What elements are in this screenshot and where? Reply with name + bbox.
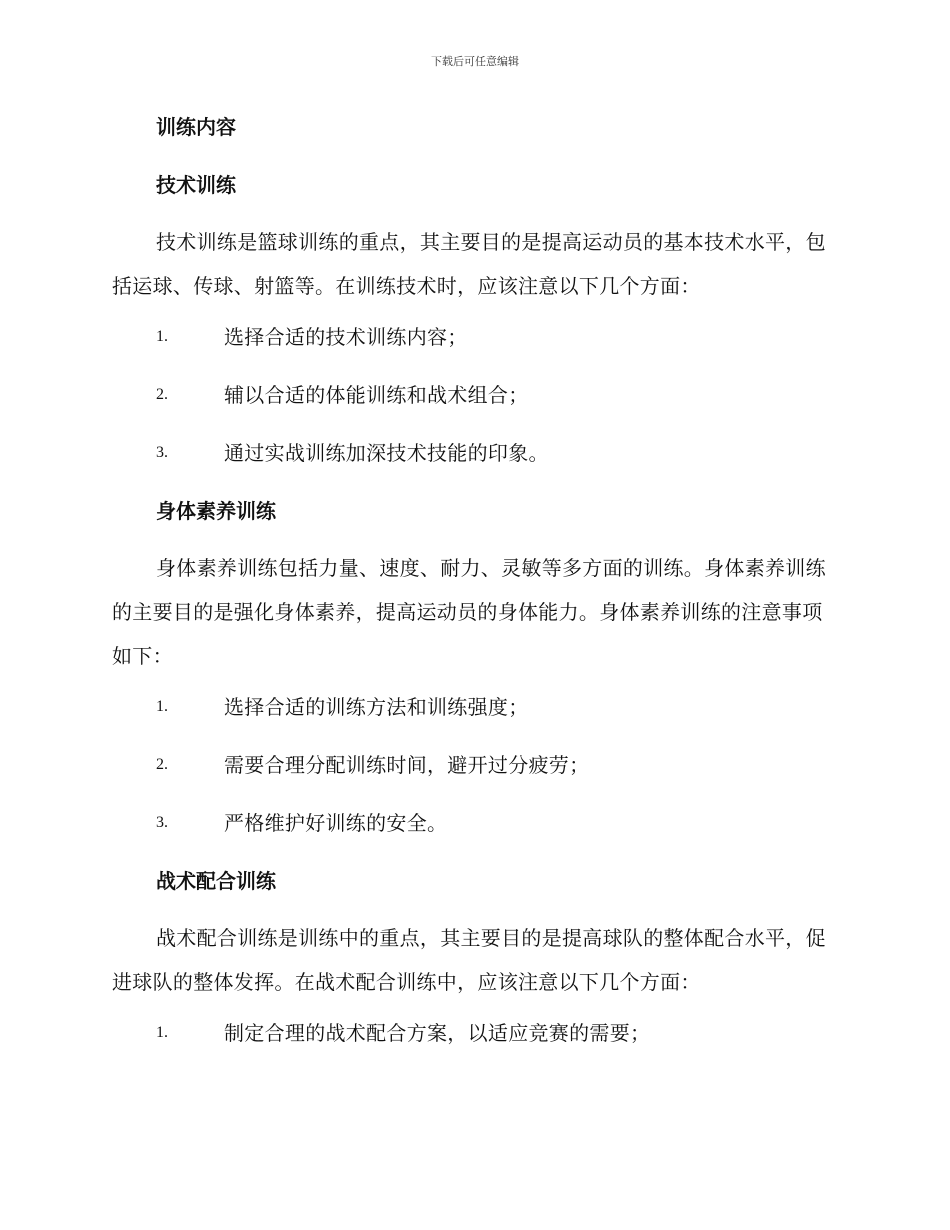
section-paragraph-technique: 技术训练是篮球训练的重点，其主要目的是提高运动员的基本技术水平，包括运球、传球、射篮等。在训练技术时，应该注意以下几个方面： <box>112 230 826 298</box>
section-heading-technique: 技术训练 <box>156 173 236 197</box>
section-paragraph-tactics: 战术配合训练是训练中的重点，其主要目的是提高球队的整体配合水平，促进球队的整体发挥。在战术配合训练中，应该注意以下几个方面： <box>112 926 826 994</box>
list-item <box>112 692 830 722</box>
list-item-text: 制定合理的战术配合方案，以适应竞赛的需要； <box>224 1021 651 1045</box>
section-heading-tactics: 战术配合训练 <box>156 869 276 893</box>
list-item-number: 3. <box>156 814 168 831</box>
list-item-number: 2. <box>156 386 168 403</box>
list-item-text: 选择合适的训练方法和训练强度； <box>224 695 529 719</box>
header-note: 下载后可任意编辑 <box>431 55 519 68</box>
section-heading-physical: 身体素养训练 <box>156 499 276 523</box>
list-item-number: 1. <box>156 698 168 715</box>
list-item-number: 2. <box>156 756 168 773</box>
document-body <box>112 112 830 1048</box>
list-item <box>112 438 830 468</box>
list-item-text: 严格维护好训练的安全。 <box>224 811 448 835</box>
list-item-number: 1. <box>156 1024 168 1041</box>
list-item <box>112 380 830 410</box>
section-paragraph-physical: 身体素养训练包括力量、速度、耐力、灵敏等多方面的训练。身体素养训练的主要目的是强化身体素养，提高运动员的身体能力。身体素养训练的注意事项如下： <box>112 556 826 668</box>
list-item <box>112 808 830 838</box>
doc-title: 训练内容 <box>156 115 236 139</box>
list-item-text: 辅以合适的体能训练和战术组合； <box>224 383 529 407</box>
list-item-number: 1. <box>156 328 168 345</box>
list-item-number: 3. <box>156 444 168 461</box>
list-item-text: 通过实战训练加深技术技能的印象。 <box>224 441 549 465</box>
list-item <box>112 750 830 780</box>
list-item-text: 需要合理分配训练时间，避开过分疲劳； <box>224 753 590 777</box>
list-item <box>112 322 830 352</box>
list-item-text: 选择合适的技术训练内容； <box>224 325 468 349</box>
list-item <box>112 1018 830 1048</box>
